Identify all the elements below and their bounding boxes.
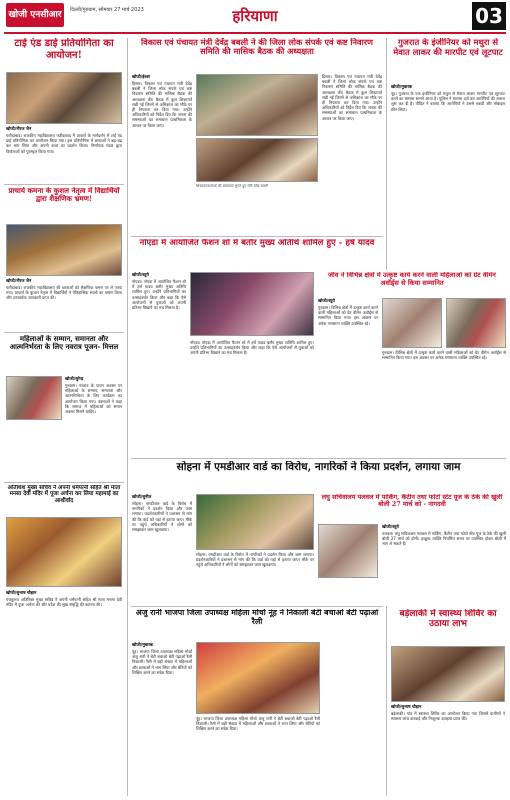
palwal-text: पलवल। लघु सचिवालय पलवल में पार्किंग, कैंटीन तथा फोटो स्टेट यूज के ठेके की खुली बोली 27 मार्च को होगी। इच्छुक व्यक्ति निर्धारित समय पर उपस्थित होकर बोली में भाग ले सकते हैं।: [382, 531, 506, 547]
gujarat-dateline: खोजी/मुबारक: [391, 84, 413, 89]
women-headline: महिलाओं के सम्मान, समानता और आत्मनिर्भरता के लिए नवरात्र पूजन- मित्तल: [9, 335, 119, 352]
health-text: बड़ेलाकी। गांव में स्वास्थ्य शिविर का आयोजन किया गया जिसमें ग्रामीणों ने स्वास्थ्य जांच करवाई और निःशुल्क दवाइयां प्राप्त कीं।: [391, 711, 505, 722]
tour-dateline: खोजी/नीरज जैन: [6, 278, 32, 283]
jeev-text-cont: गुरुग्राम। विभिन्न क्षेत्रों में उत्कृष्ट कार्य करने वाली महिलाओं को ग्रेट वीमेन अवॉर्ड्स से सम्मानित किया गया। इस अवसर पर अनेक गणमान्य व्यक्ति उपस्थित रहे।: [382, 350, 506, 361]
women-photo: [6, 376, 62, 420]
health-photo: [391, 646, 505, 702]
anju-story: [131, 609, 383, 639]
masthead-rule: [4, 32, 506, 34]
minister-dateline: खोजी/ईश्वर: [132, 74, 151, 79]
anju-body-cont: [196, 716, 320, 796]
fashion-text: नोएडा। नोएडा में आयोजित फैशन शो में हर्ष यादव बतौर मुख्य अतिथि शामिल हुए। उन्होंने प्रतिभागियों का उत्साहवर्धन किया और कहा कि ऐसे आयोजनों से युवाओं को अपनी प्रतिभा दिखाने का मंच मिलता है।: [132, 279, 186, 311]
anju-body: [132, 642, 192, 796]
sohna-body-cont: [196, 552, 314, 604]
jeev-story: [318, 272, 506, 296]
gujarat-text: नूंह। गुजरात के एक इंजीनियर को मथुरा से मेवात लाकर मारपीट एवं लूटपाट करने का मामला सामने आया है। पुलिस ने मामला दर्ज कर आरोपियों की तलाश शुरू कर दी है। पीड़ित ने बताया कि आरोपियों ने उससे नकदी और मोबाइल छीन लिया।: [391, 91, 505, 112]
divider: [131, 606, 383, 607]
health-story: [390, 609, 506, 643]
anju-photo: [196, 642, 320, 714]
divider: [4, 482, 124, 483]
jeev-text: गुरुग्राम। विभिन्न क्षेत्रों में उत्कृष्ट कार्य करने वाली महिलाओं को ग्रेट वीमेन अवॉर्ड्स से सम्मानित किया गया। इस अवसर पर अनेक गणमान्य व्यक्ति उपस्थित रहे।: [318, 305, 378, 326]
minister-headline: विकास एवं पंचायत मंत्री देवेंद्र बबली ने की जिला लोक संपर्क एवं कष्ट निवारण समिति की मासिक बैठक की अध्यक्षता: [141, 38, 373, 57]
fashion-dateline: खोजी/ब्यूरो: [132, 272, 149, 277]
sohna-headline: सोहना में एमडीआर वार्ड का विरोध, नागरिकों ने किया प्रदर्शन, लगाया जाम: [176, 461, 461, 473]
women-text: गुरुग्राम। नवरात्र के पावन अवसर पर महिलाओं के सम्मान, समानता और आत्मनिर्भरता के लिए कार्यक्रम का आयोजन किया गया। वक्ताओं ने कहा कि समाज में महिलाओं को समान अवसर मिलने चाहिए।: [65, 383, 122, 415]
competition-photo: [6, 72, 122, 124]
masthead: [0, 0, 510, 34]
ashirwad-headline: अतिथिश मुख्य सचिव ने अपनी धर्मपत्नी सहित श्री माता मनसा देवी मंदिर में पूजा अर्चना कर लिया महामाई का आशीर्वाद: [7, 485, 121, 504]
competition-dateline: खोजी/नीरज जैन: [6, 126, 32, 131]
ashirwad-story: [4, 485, 124, 515]
sohna-story: [131, 461, 506, 491]
anju-headline: अंजु रानी भाजपा जिला उपाध्यक्ष महिला मोर्चा नूंह ने निकाली बेटी बचाओ बेटी पढ़ाओ रैली: [135, 609, 379, 626]
column-divider: [386, 606, 387, 796]
minister-body: [132, 74, 192, 234]
jeev-dateline: खोजी/ब्यूरो: [318, 298, 335, 303]
competition-headline: टाई एंड डाई प्रतियोगिता का आयोजन!: [14, 38, 114, 61]
palwal-headline: लघु सचिवालय पलवल में पार्किंग, कैंटीन तथा फोटो स्टेट यूज के ठेके की खुली बोली 27 मार्च को - नागदवी: [321, 494, 503, 509]
ashirwad-dateline: खोजी/सुभाष चौहान: [6, 590, 37, 595]
anju-text-cont: नूंह। भाजपा जिला उपाध्यक्ष महिला मोर्चा अंजु रानी ने बेटी बचाओ बेटी पढ़ाओ रैली निकाली। रैली में बड़ी संख्या में महिलाओं और छात्राओं ने भाग लिया और बेटियों को शिक्षित करने का संदेश दिया।: [196, 716, 320, 732]
tour-story: [4, 187, 124, 221]
tour-body: [6, 278, 122, 330]
ashirwad-body: [6, 590, 122, 795]
anju-dateline: खोजी/मुबारक: [132, 642, 154, 647]
issue-date: दिल्ली/गुरुग्राम, सोमवार 27 मार्च 2023: [70, 7, 144, 13]
jeev-photo-2: [446, 298, 506, 348]
gujarat-story: [390, 38, 506, 80]
health-body: [391, 704, 505, 796]
fashion-body: [132, 272, 186, 456]
fashion-headline: नोएडा में आयोजित फैशन शो में बतौर मुख्य अतिथि शामिल हुए - हर्ष यादव: [139, 239, 375, 248]
minister-text: हिसार। विकास एवं पंचायत मंत्री देवेंद्र बबली ने जिला लोक संपर्क एवं कष्ट निवारण समिति की मासिक बैठक की अध्यक्षता की। बैठक में कुल शिकायतें रखी गईं जिनमें से अधिकांश का मौके पर ही निपटारा कर दिया गया। उन्होंने अधिकारियों को निर्देश दिए कि जनता की समस्याओं का समाधान प्राथमिकता के आधार पर किया जाए।: [132, 81, 192, 128]
tour-headline: प्राचार्य कमना के कुशल नेतृत्व में विद्यार्थियों द्वारा शैक्षणिक भ्रमण!: [8, 187, 120, 204]
women-body: [65, 376, 122, 476]
gujarat-headline: गुजरात के इंजीनियर को मथुरा से मेवात लाकर की मारपीट एवं लूटपाट: [393, 38, 503, 57]
sohna-photo: [196, 494, 314, 550]
brand-logo: खोजी एनसीआर: [6, 3, 64, 27]
sohna-text: सोहना। एमडीआर वार्ड के विरोध में नागरिकों ने प्रदर्शन किया और जाम लगाया। प्रदर्शनकारियों ने प्रशासन से मांग की कि वार्ड को यहां से हटाया जाए। मौके पर पहुंचे अधिकारियों ने लोगों को समझाकर जाम खुलवाया।: [132, 501, 192, 533]
divider: [4, 184, 124, 185]
fashion-text-cont: नोएडा। नोएडा में आयोजित फैशन शो में हर्ष यादव बतौर मुख्य अतिथि शामिल हुए। उन्होंने प्रतिभागियों का उत्साहवर्धन किया और कहा कि ऐसे आयोजनों से युवाओं को अपनी प्रतिभा दिखाने का मंच मिलता है।: [190, 340, 314, 356]
jeev-body-cont: [382, 350, 506, 456]
column-divider: [386, 38, 387, 270]
gujarat-body: [391, 84, 505, 268]
column-divider: [127, 38, 128, 796]
divider: [131, 458, 506, 459]
women-dateline: खोजी/सुरेन्द्र: [65, 376, 84, 381]
competition-body: [6, 126, 122, 182]
competition-text: फरीदाबाद। राजकीय महाविद्यालय फरीदाबाद में प्राचार्य के मार्गदर्शन में टाई एंड डाई प्रतियोगिता का आयोजन किया गया। इस प्रतियोगिता में छात्राओं ने बढ़-चढ़ कर भाग लिया और अपनी कला का प्रदर्शन किया। निर्णायक मंडल द्वारा विजेताओं को पुरस्कृत किया गया।: [6, 133, 122, 154]
fashion-story: [131, 239, 383, 269]
ashirwad-photo: [6, 517, 122, 587]
jeev-body: [318, 298, 378, 456]
health-dateline: खोजी/सुभाष चौहान: [391, 704, 422, 709]
fashion-photo: [190, 272, 314, 336]
minister-body-cont: [322, 74, 382, 234]
health-headline: बड़ेलाकी में स्वास्थ्य शिविर का उठाया लाभ: [399, 609, 497, 630]
sohna-text-cont: सोहना। एमडीआर वार्ड के विरोध में नागरिकों ने प्रदर्शन किया और जाम लगाया। प्रदर्शनकारियों ने प्रशासन से मांग की कि वार्ड को यहां से हटाया जाए। मौके पर पहुंचे अधिकारियों ने लोगों को समझाकर जाम खुलवाया।: [196, 552, 314, 568]
ashirwad-text: पंचकूला। अतिरिक्त मुख्य सचिव ने अपनी धर्मपत्नी सहित श्री माता मनसा देवी मंदिर में पूजा अर्चना की और प्रदेश की सुख समृद्धि की कामना की।: [6, 597, 122, 608]
minister-photo-1: [196, 74, 318, 136]
page-number: 03: [472, 2, 506, 30]
anju-text: नूंह। भाजपा जिला उपाध्यक्ष महिला मोर्चा अंजु रानी ने बेटी बचाओ बेटी पढ़ाओ रैली निकाली। रैली में बड़ी संख्या में महिलाओं और छात्राओं ने भाग लिया और बेटियों को शिक्षित करने का संदेश दिया।: [132, 649, 192, 675]
women-story: [4, 335, 124, 373]
tour-text: फरीदाबाद। राजकीय महाविद्यालय की छात्राओं को शैक्षणिक भ्रमण पर ले जाया गया। प्राचार्य के कुशल नेतृत्व में विद्यार्थियों ने ऐतिहासिक स्थलों का भ्रमण किया और ज्ञानवर्धक जानकारी प्राप्त की।: [6, 285, 122, 301]
minister-story: [131, 38, 383, 72]
divider: [4, 332, 124, 333]
divider: [131, 236, 383, 237]
palwal-photo: [318, 524, 378, 578]
tour-photo: [6, 224, 122, 276]
jeev-headline: जीव ने विभिन्न क्षेत्रों में उत्कृष्ट कार्य करने वाली महिलाओं को ग्रेट वीमेन अवॉर्ड्स से किया सम्मानित: [328, 272, 496, 287]
minister-caption: शिकायतकर्ताओं की समस्याएं सुनते हुए मंत्री देवेंद्र बबली: [196, 184, 268, 188]
sohna-body: [132, 494, 192, 604]
minister-text-cont: हिसार। विकास एवं पंचायत मंत्री देवेंद्र बबली ने जिला लोक संपर्क एवं कष्ट निवारण समिति की मासिक बैठक की अध्यक्षता की। बैठक में कुल शिकायतें रखी गईं जिनमें से अधिकांश का मौके पर ही निपटारा कर दिया गया। उन्होंने अधिकारियों को निर्देश दिए कि जनता की समस्याओं का समाधान प्राथमिकता के आधार पर किया जाए।: [322, 74, 382, 121]
palwal-body: [382, 524, 506, 604]
palwal-story: [318, 494, 506, 522]
section-title: हरियाणा: [232, 7, 278, 25]
sohna-dateline: खोजी/सुनील: [132, 494, 152, 499]
palwal-dateline: खोजी/ब्यूरो: [382, 524, 399, 529]
fashion-body-cont: [190, 340, 314, 456]
minister-photo-2: [196, 138, 318, 182]
jeev-photo-1: [382, 298, 442, 348]
